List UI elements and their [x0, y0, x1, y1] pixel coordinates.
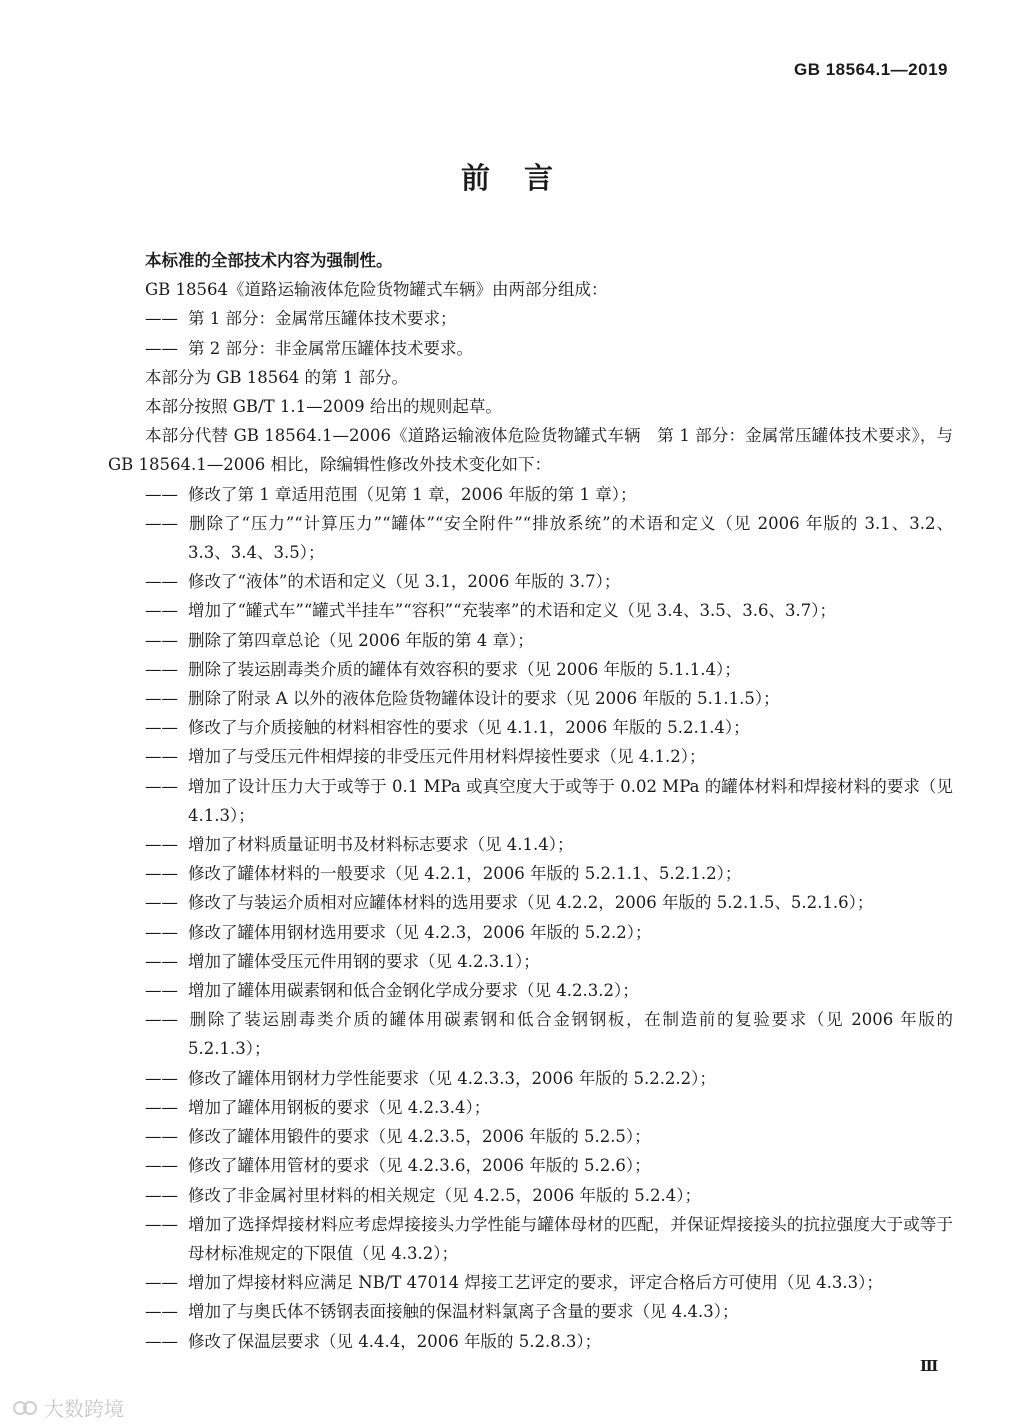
change-item-text: 增加了设计压力大于或等于 0.1 MPa 或真空度大于或等于 0.02 MPa 的罐体材料和焊接材料的要求（见 4.1.3）；: [188, 776, 953, 825]
change-item: [108, 1268, 953, 1297]
change-item-text: 修改了罐体用钢材选用要求（见 4.2.3，2006 年版的 5.2.2）；: [188, 922, 652, 942]
change-item-text: 增加了与受压元件相焊接的非受压元件用材料焊接性要求（见 4.1.2）；: [188, 747, 706, 767]
dash-marker: ——: [145, 1302, 178, 1322]
watermark-text: 大数跨境: [44, 1397, 124, 1421]
change-item-text: 修改了罐体用锻件的要求（见 4.2.3.5，2006 年版的 5.2.5）；: [188, 1127, 651, 1147]
change-item: [108, 1297, 953, 1326]
dash-marker: ——: [145, 981, 178, 1001]
change-item: [108, 596, 953, 625]
change-item-text: 增加了罐体受压元件用钢的要求（见 4.2.3.1）；: [188, 951, 540, 971]
list-item-text: 第 2 部分：非金属常压罐体技术要求。: [188, 338, 473, 358]
change-item-text: 删除了装运剧毒类介质的罐体有效容积的要求（见 2006 年版的 5.1.1.4）；: [188, 659, 741, 679]
watermark: [12, 1393, 124, 1422]
change-item-text: 修改了罐体用管材的要求（见 4.2.3.6，2006 年版的 5.2.6）；: [188, 1156, 651, 1176]
dash-marker: ——: [145, 601, 178, 621]
dash-marker: ——: [145, 630, 178, 650]
change-item: [108, 947, 953, 976]
change-item-text: 删除了装运剧毒类介质的罐体用碳素钢和低合金钢钢板，在制造前的复验要求（见 2006 年版的 5.2.1.3）；: [188, 1010, 953, 1059]
dash-marker: ——: [145, 484, 178, 504]
dash-marker: ——: [145, 893, 178, 913]
change-item-text: 修改了罐体用钢材力学性能要求（见 4.2.3.3，2006 年版的 5.2.2.2）；: [188, 1068, 716, 1088]
change-item-text: 增加了罐体用钢板的要求（见 4.2.3.4）；: [188, 1097, 491, 1117]
dash-marker: ——: [145, 1331, 178, 1351]
dash-marker: ——: [145, 776, 178, 796]
change-item: [108, 626, 953, 655]
change-item: [108, 888, 953, 917]
dash-marker: ——: [145, 572, 178, 592]
change-item: [108, 1181, 953, 1210]
dash-marker: ——: [145, 1010, 178, 1030]
change-item-text: 修改了罐体材料的一般要求（见 4.2.1，2006 年版的 5.2.1.1、5.2.1.2）；: [188, 864, 742, 884]
change-item-text: 增加了选择焊接材料应考虑焊接接头力学性能与罐体母材的匹配，并保证焊接接头的抗拉强度大于或等于母材标准规定的下限值（见 4.3.2）；: [188, 1214, 953, 1263]
dash-marker: ——: [145, 513, 178, 533]
paragraph: 本部分按照 GB/T 1.1—2009 给出的规则起草。: [145, 397, 502, 417]
dash-marker: ——: [145, 835, 178, 855]
list-item: [108, 334, 953, 363]
change-item: [108, 1210, 953, 1268]
change-item: [108, 772, 953, 830]
change-item-text: 修改了“液体”的术语和定义（见 3.1，2006 年版的 3.7）；: [188, 572, 621, 592]
dash-marker: ——: [145, 1097, 178, 1117]
change-item-text: 删除了附录 A 以外的液体危险货物罐体设计的要求（见 2006 年版的 5.1.1.5）；: [188, 689, 780, 709]
change-item: [108, 567, 953, 596]
dash-marker: ——: [145, 689, 178, 709]
dash-marker: ——: [145, 338, 178, 358]
change-item-text: 增加了与奥氏体不锈钢表面接触的保温材料氯离子含量的要求（见 4.4.3）；: [188, 1302, 739, 1322]
dash-marker: ——: [145, 659, 178, 679]
paragraph: 本部分为 GB 18564 的第 1 部分。: [145, 367, 409, 387]
dash-marker: ——: [145, 864, 178, 884]
change-item-text: 修改了保温层要求（见 4.4.4，2006 年版的 5.2.8.3）；: [188, 1331, 602, 1351]
paragraph: 本标准的全部技术内容为强制性。: [145, 251, 393, 270]
change-item: [108, 1064, 953, 1093]
dash-marker: ——: [145, 1156, 178, 1176]
dash-marker: ——: [145, 951, 178, 971]
change-item-text: 修改了与装运介质相对应罐体材料的选用要求（见 4.2.2，2006 年版的 5.2.1.5、5.2.1.6）；: [188, 893, 874, 913]
change-item: [108, 1151, 953, 1180]
change-item: [108, 1093, 953, 1122]
change-item-text: 增加了材料质量证明书及材料标志要求（见 4.1.4）；: [188, 835, 574, 855]
standard-code: GB 18564.1—2019: [794, 60, 948, 79]
dash-marker: ——: [145, 922, 178, 942]
list-item: [108, 304, 953, 333]
change-item: [108, 830, 953, 859]
dash-marker: ——: [145, 747, 178, 767]
change-item-text: 修改了第 1 章适用范围（见第 1 章，2006 年版的第 1 章）；: [188, 484, 637, 504]
page-title: 前言: [460, 161, 587, 195]
changes-list: [108, 480, 953, 1356]
change-item-text: 增加了“罐式车”“罐式半挂车”“容积”“充装率”的术语和定义（见 3.4、3.5、3.6、3.7）；: [188, 601, 836, 621]
change-item-text: 修改了非金属衬里材料的相关规定（见 4.2.5，2006 年版的 5.2.4）；: [188, 1185, 701, 1205]
dash-marker: ——: [145, 718, 178, 738]
change-item: [108, 859, 953, 888]
change-item: [108, 1005, 953, 1063]
page-number: Ⅲ: [920, 1357, 937, 1375]
dash-marker: ——: [145, 1068, 178, 1088]
change-item: [108, 509, 953, 567]
change-item: [108, 1327, 953, 1356]
dash-marker: ——: [145, 1214, 178, 1234]
change-item-text: 删除了“压力”“计算压力”“罐体”“安全附件”“排放系统”的术语和定义（见 2006 年版的 3.1、3.2、3.3、3.4、3.5）；: [188, 513, 953, 563]
change-item: [108, 1122, 953, 1151]
change-item: [108, 713, 953, 742]
change-item-text: 修改了与介质接触的材料相容性的要求（见 4.1.1，2006 年版的 5.2.1.4）；: [188, 718, 750, 738]
change-item-text: 增加了罐体用碳素钢和低合金钢化学成分要求（见 4.2.3.2）；: [188, 981, 639, 1001]
change-item-text: 删除了第四章总论（见 2006 年版的第 4 章）；: [188, 630, 534, 650]
change-item: [108, 480, 953, 509]
change-item-text: 增加了焊接材料应满足 NB/T 47014 焊接工艺评定的要求，评定合格后方可使用（见 4.3.3）；: [188, 1273, 883, 1293]
change-item: [108, 742, 953, 771]
dash-marker: ——: [145, 1273, 178, 1293]
paragraph: GB 18564《道路运输液体危险货物罐式车辆》由两部分组成：: [145, 280, 608, 300]
change-item: [108, 684, 953, 713]
dash-marker: ——: [145, 1185, 178, 1205]
change-item: [108, 918, 953, 947]
list-item-text: 第 1 部分：金属常压罐体技术要求；: [188, 309, 457, 329]
change-item: [108, 976, 953, 1005]
logo-icon: [12, 1397, 38, 1419]
change-item: [108, 655, 953, 684]
paragraph: 本部分代替 GB 18564.1—2006《道路运输液体危险货物罐式车辆 第 1 部分：金属常压罐体技术要求》，与 GB 18564.1—2006 相比，除编辑性修改外技术变化如下：: [108, 426, 953, 475]
document-body: [108, 246, 953, 1356]
dash-marker: ——: [145, 309, 178, 329]
dash-marker: ——: [145, 1127, 178, 1147]
